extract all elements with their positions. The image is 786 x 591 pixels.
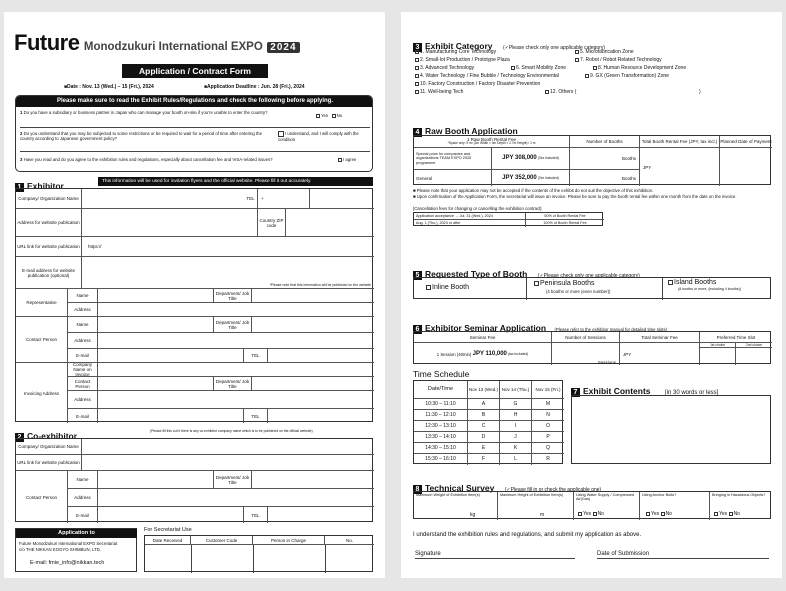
ts-slot-cell: D — [468, 432, 500, 443]
seminar-pref-1st: 1st choice — [700, 343, 736, 348]
inline-booth-checkbox[interactable] — [426, 285, 431, 290]
water-no-label: No — [597, 511, 604, 517]
ts-slot-cell: L — [500, 454, 532, 465]
category-12-checkbox[interactable] — [545, 90, 549, 94]
notice-q2-option — [278, 131, 370, 142]
raw-booth-total-currency: JPY — [643, 164, 652, 170]
survey-anchor-label: Using Anchor Bolts? — [642, 493, 677, 497]
ts-slot-cell: H — [500, 410, 532, 421]
coexhibitor-note: (Please fill this out if there is any co-exhibitor company name which is to be published on the official website) — [150, 429, 313, 433]
category-item-6[interactable] — [511, 65, 566, 71]
raw-booth-special-price — [492, 148, 570, 170]
category-1-checkbox[interactable] — [415, 50, 419, 54]
category-item-3[interactable] — [415, 65, 474, 71]
seminar-total-header: Total Seminar Fee — [620, 332, 700, 343]
inline-booth-label: Inline Booth — [432, 284, 469, 291]
seminar-tax: (tax included) — [507, 351, 529, 356]
notice-q3-option — [338, 157, 356, 162]
signature-label: Signature — [415, 551, 441, 557]
raw-booth-special-tax: (Tax included) — [537, 156, 559, 160]
anchor-yes-label: Yes — [651, 511, 660, 517]
contact-tel-label: TEL — [244, 349, 268, 363]
water-no-checkbox[interactable] — [593, 512, 597, 516]
raw-booth-general-price-value: JPY 352,000 — [502, 174, 537, 181]
raw-booth-fee-header — [414, 136, 570, 148]
contact-name-field[interactable] — [98, 317, 214, 333]
category-item-5[interactable] — [575, 49, 634, 55]
cancellation-table — [413, 212, 603, 226]
category-item-12[interactable] — [545, 89, 576, 95]
raw-booth-special-unit: Booths — [621, 156, 636, 161]
survey-m-unit: m — [540, 512, 545, 518]
category-5-label: 5. Microfabrication Zone — [580, 49, 634, 55]
raw-booth-special-count[interactable] — [570, 148, 640, 170]
application-to-line2: c/o THE NIKKAN KOGYO SHIMBUN, LTD. — [19, 547, 101, 552]
anchor-no-label: No — [665, 511, 672, 517]
cancel-period-2: Aug. 1 (Thu.), 2024 or after — [414, 220, 526, 227]
exhibitor-table — [15, 188, 373, 422]
submission-date-label: Date of Submission — [597, 551, 650, 557]
peninsula-booth-checkbox[interactable] — [534, 281, 539, 286]
contact-email-field[interactable] — [98, 349, 244, 363]
ts-header-nov14: Nov 14 (Thu.) — [500, 381, 532, 399]
category-10-label: 10. Factory Construction / Factory Disaster Prevention — [420, 81, 541, 87]
notice-q1-text: Do you have a subsidiary or business partner in Japan who can manage your booth on-site if you're unable to enter the country? — [23, 110, 268, 115]
contact-address-label: Address — [68, 333, 98, 349]
section-4-number: 4 — [413, 128, 422, 137]
q1-yes-label: Yes — [321, 113, 329, 118]
notice-q1: 1 Do you have a subsidiary or business partner in Japan who can manage your booth on-site if you're unable to enter the country? — [20, 110, 268, 115]
invoice-contact-field[interactable] — [98, 377, 214, 391]
island-booth-note: (8 booths or more, (including 4 booths)) — [678, 287, 741, 291]
co-contact-label: Contact Person — [16, 471, 68, 523]
raw-booth-payment-field[interactable] — [720, 148, 772, 186]
seminar-sessions-header: Number of Sessions — [552, 332, 620, 343]
ts-time-cell: 14:30 – 15:10 — [414, 443, 468, 454]
raw-booth-table — [413, 135, 771, 185]
category-title: Exhibit Category — [425, 41, 493, 51]
ts-time-cell: 15:30 – 16:10 — [414, 454, 468, 465]
category-item-4[interactable] — [415, 73, 559, 79]
event-date: ■Date : Nov. 13 (Wed.) – 15 (Fri.), 2024 — [64, 84, 154, 90]
contact-email-label: E-mail — [68, 349, 98, 363]
rep-address-label: Address — [68, 303, 98, 317]
raw-booth-general-tax: (Tax included) — [537, 175, 559, 180]
co-name-label: Name — [68, 471, 98, 489]
cancel-fee-2: 100% of Booth Rental Fee — [543, 221, 587, 225]
hazard-no-label: No — [733, 511, 740, 517]
seminar-title: Exhibitor Seminar Application — [425, 323, 547, 333]
booth-type-title: Requested Type of Booth — [425, 269, 528, 279]
agreement-statement: I understand the exhibition rules and regulations, and submit my application as above. — [413, 532, 642, 538]
seminar-pref-label: Preferred Time Slot — [716, 334, 756, 340]
rep-dept-label: Department/ Job Title — [214, 289, 252, 303]
notice-q2: 2 Do you understand that you may be subjected to some restrictions or be required to wait for a period of time after entering the country according to Japanese government policy? — [20, 131, 262, 141]
application-to-box — [15, 528, 137, 572]
address-field[interactable] — [82, 209, 258, 237]
survey-weight[interactable] — [414, 492, 498, 520]
section-3-number: 3 — [413, 43, 422, 52]
signature-line[interactable] — [415, 558, 575, 559]
application-to-line1: Future Monodzukuri International EXPO Secretariat — [19, 541, 118, 546]
ts-slot-cell: N — [532, 410, 564, 421]
rep-name-label: Name — [68, 289, 98, 303]
co-company-field[interactable] — [82, 439, 374, 455]
peninsula-booth-label: Peninsula Booths — [540, 280, 595, 287]
seminar-pref-2nd: 2nd choice — [736, 343, 772, 348]
time-schedule-table — [413, 380, 563, 464]
seminar-sessions-unit: Sessions — [597, 360, 616, 365]
island-booth-label: Island Booths — [674, 279, 717, 286]
invoice-contact-label: Contact Person — [68, 377, 98, 391]
raw-booth-special-price-value: JPY 308,000 — [502, 155, 537, 161]
ts-time-cell: 13:30 – 14:10 — [414, 432, 468, 443]
raw-booth-note-1: ■ Please note that your application may not be accepted if the contents of the exhibit do not suit the objective of this exhibition. — [413, 188, 654, 193]
category-7-checkbox[interactable] — [575, 58, 579, 62]
survey-water-options — [578, 511, 604, 517]
category-item-8[interactable] — [593, 65, 686, 71]
country-zip-field[interactable] — [286, 209, 374, 237]
secretariat-title: For Secretariat Use — [144, 527, 192, 533]
sec-date-received: Date Received — [145, 536, 191, 545]
category-5-checkbox[interactable] — [575, 50, 579, 54]
ts-slot-cell: Q — [532, 443, 564, 454]
ts-slot-cell: E — [468, 443, 500, 454]
seminar-price-value: JPY 110,000 — [472, 350, 507, 357]
category-6-label: 6. Smart Mobility Zone — [516, 65, 567, 71]
contact-person-label: Contact Person — [16, 317, 68, 363]
ts-header-date: Date/Time — [414, 381, 468, 399]
rep-dept-field[interactable] — [252, 289, 374, 303]
application-to-title: Application to — [16, 529, 137, 538]
contact-dept-label: Department/ Job Title — [214, 317, 252, 333]
ts-slot-cell: P — [532, 432, 564, 443]
category-item-7[interactable] — [575, 57, 662, 63]
contents-title: Exhibit Contents — [583, 386, 651, 396]
country-zip-label: Country ZIP code — [258, 209, 286, 237]
co-address-field[interactable] — [98, 489, 374, 507]
co-name-field[interactable] — [98, 471, 214, 489]
raw-booth-fee-note: *Space only: 9 m² (3m Width × 3m Depth × 2.7m Height) / 1 m — [447, 141, 536, 146]
co-email-label: E-mail — [68, 507, 98, 523]
ts-slot-cell: A — [468, 399, 500, 410]
invoice-company-label: Company Name on Invoice — [68, 363, 98, 377]
category-4-label: 4. Water Technology / Fine Bubble / Technology Environmental — [420, 73, 559, 79]
q1-no-checkbox[interactable] — [332, 114, 336, 118]
coexhibitor-table — [15, 438, 373, 522]
category-7-label: 7. Robot / Robot Related Technology — [580, 57, 662, 63]
cancel-fee-1: 50% of Booth Rental Fee — [526, 213, 604, 220]
expo-subtitle: Monodzukuri International EXPO — [83, 41, 263, 53]
category-item-10[interactable] — [415, 81, 540, 87]
category-3-label: 3. Advanced Technology — [420, 65, 475, 71]
invoice-dept-label: Department/ Job Title — [214, 377, 252, 391]
survey-kg-unit: kg — [470, 512, 476, 518]
q3-checkbox[interactable] — [338, 158, 342, 162]
ts-slot-cell: O — [532, 421, 564, 432]
co-dept-field[interactable] — [252, 471, 374, 489]
raw-booth-general-unit: Booths — [621, 175, 636, 181]
seminar-fee-header: Seminar Fee — [414, 332, 552, 343]
co-dept-label: Department/ Job Title — [214, 471, 252, 489]
invoice-tel-field[interactable] — [268, 409, 374, 423]
seminar-price — [414, 343, 552, 365]
invoice-email-field[interactable] — [98, 409, 244, 423]
notice-box — [15, 95, 373, 172]
time-schedule-title: Time Schedule — [413, 369, 470, 379]
category-8-label: 8. Human Resource Development Zone — [598, 65, 687, 71]
ts-header-nov15: Nov 15 (Fri.) — [532, 381, 564, 399]
right-page — [401, 12, 782, 578]
invoice-tel-label: TEL — [244, 409, 268, 423]
application-deadline: ■Application Deadline : Jun. 28 (Fri.), 2024 — [204, 84, 305, 90]
peninsula-booth-option[interactable] — [534, 280, 594, 287]
category-note: (✓Please check only one applicable category) — [503, 45, 606, 51]
raw-booth-general-price — [492, 170, 570, 186]
raw-booth-total-header: Total Booth Rental Fee (JPY, tax incl.) — [640, 136, 720, 148]
q1-no-label: No — [336, 113, 343, 118]
q1-yes-checkbox[interactable] — [316, 114, 320, 118]
ts-slot-cell: G — [500, 399, 532, 410]
peninsula-booth-note: (4 booths or more (even number)) — [546, 289, 611, 294]
category-4-checkbox[interactable] — [415, 74, 419, 78]
water-yes-checkbox[interactable] — [578, 512, 582, 516]
co-tel-label: TEL — [244, 507, 268, 523]
hazard-yes-label: Yes — [719, 511, 728, 517]
section-1-number: 1 — [15, 183, 24, 192]
email-field[interactable] — [82, 257, 374, 289]
email-publish-note: *Please note that this information will be published on the website — [269, 283, 371, 287]
sec-customer-code: Customer Code — [191, 536, 253, 545]
category-item-2[interactable] — [415, 57, 510, 63]
notice-q2-text: Do you understand that you may be subjected to some restrictions or be required to wait for a period of time after entering the country according to Japanese government policy? — [20, 131, 262, 141]
brand-title: Future — [14, 30, 80, 55]
ts-time-cell: 10:30 – 11:10 — [414, 399, 468, 410]
address-label: Address for website publication — [16, 209, 82, 237]
ts-slot-cell: F — [468, 454, 500, 465]
notice-q3: 3 Have you read and do you agree to the exhibition rules and regulations, especially about cancellation fee and VISA-related issues? — [20, 157, 273, 162]
survey-hazard-options — [714, 511, 740, 517]
left-page — [4, 12, 385, 578]
contents-box[interactable] — [571, 395, 771, 464]
category-2-label: 2. Small-lot Production / Prototype Plaza — [420, 57, 510, 63]
raw-booth-general-label: General — [414, 170, 492, 186]
raw-booth-fee-label: 1 Raw Booth Rental Fee — [466, 137, 517, 143]
co-company-label: Company/ Organization Name — [16, 439, 82, 455]
section-8-number: 8 — [413, 485, 422, 494]
representative-label: Representative — [16, 289, 68, 317]
category-2-checkbox[interactable] — [415, 58, 419, 62]
category-6-checkbox[interactable] — [511, 66, 515, 70]
email-label: E-mail address for website publication (optional) — [16, 257, 82, 289]
island-booth-checkbox[interactable] — [668, 280, 673, 285]
form-title: Application / Contract Form — [122, 64, 268, 78]
co-email-field[interactable] — [98, 507, 244, 523]
survey-note: (✓Please fill in or check the applicable one) — [504, 487, 602, 493]
category-12-close: ) — [699, 89, 701, 95]
notice-q1-options — [316, 113, 342, 118]
category-9-label: 9. GX (Green Transformation) Zone — [590, 73, 669, 79]
co-url-label: URL link for website publication — [16, 455, 82, 471]
survey-water-label: Using Water Supply / Compressed Air(Gas) — [576, 493, 635, 502]
survey-weight-label: Maximum Weight of Exhibition Item(s) — [416, 493, 480, 497]
coexhibitor-title: Co-exhibitor — [27, 431, 78, 441]
contact-tel-field[interactable] — [268, 349, 374, 363]
anchor-yes-checkbox[interactable] — [646, 512, 650, 516]
raw-booth-note-2: ■ Upon confirmation of the Application Form, the secretariat will issue an invoice. Please be sure to pay the booth rental fee within one month from the date on the invoice. — [413, 194, 737, 199]
category-11-checkbox[interactable] — [415, 90, 419, 94]
raw-booth-total-field[interactable] — [640, 148, 720, 186]
booth-type-note: (✓Please check only one applicable category) — [537, 273, 640, 279]
invoice-company-field[interactable] — [98, 363, 374, 377]
cancellation-title: [Cancellation fees for changing or cancelling the exhibition contract] — [413, 206, 542, 211]
seminar-1st-field[interactable] — [700, 348, 736, 365]
category-item-1[interactable] — [415, 49, 496, 55]
ts-slot-cell: I — [500, 421, 532, 432]
survey-height-label: Maximum Height of Exhibition Item(s) — [500, 493, 564, 497]
seminar-note: (Please refer to the exhibitor manual for detailed time slots) — [554, 327, 668, 332]
invoice-address-field[interactable] — [98, 391, 374, 409]
section-6-number: 6 — [413, 325, 422, 334]
contents-note: [in 30 words or less] — [664, 390, 719, 396]
tel-field[interactable]: + — [258, 189, 374, 209]
url-label: URL link for website publication — [16, 237, 82, 257]
ts-slot-cell: M — [532, 399, 564, 410]
expo-logo — [14, 32, 300, 58]
notice-q3-text: Have you read and do you agree to the exhibition rules and regulations, especially about cancellation fee and VISA-related issues? — [23, 157, 273, 162]
q3-answer-label: I agree — [343, 157, 357, 162]
rep-address-field[interactable] — [98, 303, 374, 317]
invoicing-address-label: Invoicing Address — [16, 363, 68, 423]
section-7-number: 7 — [571, 388, 580, 397]
exhibitor-title: Exhibitor — [27, 181, 64, 191]
anchor-no-checkbox[interactable] — [661, 512, 665, 516]
category-item-9[interactable] — [585, 73, 669, 79]
sec-person-in-charge: Person in Charge — [253, 536, 325, 545]
survey-height[interactable] — [498, 492, 574, 520]
rep-name-field[interactable] — [98, 289, 214, 303]
ts-slot-cell: K — [500, 443, 532, 454]
ts-slot-cell: C — [468, 421, 500, 432]
water-yes-label: Yes — [583, 511, 592, 517]
notice-banner: Please make sure to read the Exhibit Rules/Regulations and check the following before applying. — [16, 96, 373, 107]
seminar-2nd-field[interactable] — [736, 348, 772, 365]
application-to-email[interactable]: E-mail: fmie_info@nikkan.tech — [30, 560, 105, 566]
survey-hazard-label: Bringing in Hazardous Objects? — [712, 493, 766, 497]
island-booth-option[interactable] — [668, 279, 716, 286]
url-field[interactable]: https:// — [82, 237, 374, 257]
co-url-field[interactable] — [82, 455, 374, 471]
co-tel-field[interactable] — [268, 507, 374, 523]
survey-title: Technical Survey — [425, 483, 495, 493]
seminar-pref-header — [700, 332, 772, 343]
ts-slot-cell: J — [500, 432, 532, 443]
invoice-email-label: E-mail — [68, 409, 98, 423]
raw-booth-title: Raw Booth Application — [425, 126, 518, 136]
category-1-label: 1. Manufacturing Core Technology — [420, 49, 497, 55]
company-name-label: Company/ Organization Name — [16, 189, 82, 209]
seminar-total-field[interactable] — [620, 343, 700, 365]
invoice-dept-field[interactable] — [252, 377, 374, 391]
raw-booth-special-label: Special price for companies and organizations TEAM EXPO 2025 programme — [414, 148, 492, 170]
q2-answer-label: I understand, and I will comply with the condition — [278, 131, 359, 142]
co-address-label: Address — [68, 489, 98, 507]
section-2-number: 2 — [15, 433, 24, 442]
survey-table — [413, 491, 771, 519]
contact-address-field[interactable] — [98, 333, 374, 349]
expo-year-badge: 2024 — [267, 42, 299, 53]
category-item-11[interactable] — [415, 89, 463, 95]
sec-no: No. — [325, 536, 374, 545]
ts-slot-cell: B — [468, 410, 500, 421]
invoice-address-label: Address — [68, 391, 98, 409]
category-11-label: 11. Well-being Tech — [420, 89, 464, 95]
category-10-checkbox[interactable] — [415, 82, 419, 86]
submission-date-line[interactable] — [597, 558, 769, 559]
ts-time-cell: 11:30 – 12:10 — [414, 410, 468, 421]
category-3-checkbox[interactable] — [415, 66, 419, 70]
raw-booth-count-header: Number of Booths — [570, 136, 640, 148]
section-5-number: 5 — [413, 271, 422, 280]
raw-booth-payment-header: Planned Date of Payment — [720, 136, 772, 148]
seminar-table — [413, 331, 771, 364]
seminar-sessions-field[interactable] — [552, 343, 620, 365]
tel-label: TEL — [244, 189, 258, 209]
secretariat-table — [144, 535, 373, 572]
category-list — [415, 49, 775, 109]
exhibitor-note: This information will be used for invitation flyers and the official website. Please fill it out accurately. — [98, 177, 373, 186]
survey-anchor-options — [646, 511, 672, 517]
category-8-checkbox[interactable] — [593, 66, 597, 70]
cancel-period-1: Application acceptance → Jul. 31 (Wed.), 2024 — [414, 213, 526, 220]
ts-slot-cell: R — [546, 456, 550, 462]
booth-type-options — [413, 277, 771, 299]
hazard-no-checkbox[interactable] — [729, 512, 733, 516]
category-9-checkbox[interactable] — [585, 74, 589, 78]
seminar-total-currency: JPY — [623, 351, 632, 357]
contact-name-label: Name — [68, 317, 98, 333]
ts-header-nov13: Nov 13 (Wed.) — [468, 381, 500, 399]
ts-time-cell: 12:30 – 13:10 — [414, 421, 468, 432]
raw-booth-general-count[interactable] — [570, 170, 640, 186]
hazard-yes-checkbox[interactable] — [714, 512, 718, 516]
inline-booth-option[interactable] — [426, 284, 469, 291]
category-12-label: 12. Others ( — [550, 89, 577, 95]
seminar-row-label: 1 Session (40min) — [436, 351, 472, 357]
contact-dept-field[interactable] — [252, 317, 374, 333]
